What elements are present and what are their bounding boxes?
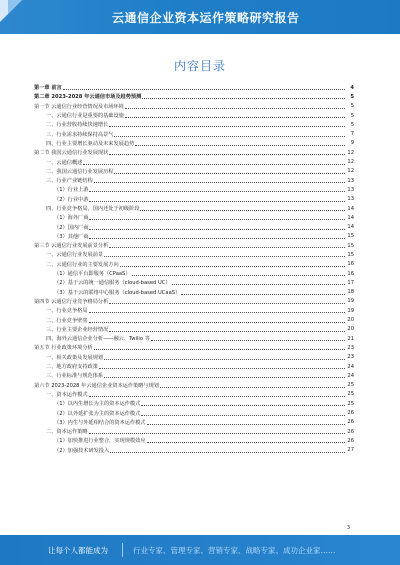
toc-entry-text: 第四节 云通信行业竞争格局分析: [34, 298, 109, 305]
toc-leader-dots: [151, 336, 345, 341]
toc-entry-page: 5: [350, 121, 354, 128]
toc-entry-page: 9: [350, 140, 354, 147]
toc-leader-dots: [89, 225, 345, 230]
toc-entry-page: 24: [347, 372, 354, 379]
report-title: 云通信企业资本运作策略研究报告: [112, 11, 300, 25]
toc-entry[interactable]: [34, 232, 354, 241]
toc-entry-text: 三、行业主要企业经营情况: [46, 326, 109, 333]
toc-heading: 内容目录: [173, 59, 226, 73]
toc-entry[interactable]: [34, 334, 354, 343]
toc-leader-dots: [83, 160, 345, 165]
toc-leader-dots: [109, 243, 345, 248]
toc-entry[interactable]: [34, 418, 354, 427]
toc-leader-dots: [141, 401, 345, 406]
toc-leader-dots: [132, 271, 345, 276]
toc-entry-page: 27: [347, 447, 354, 454]
toc-leader-dots: [104, 373, 345, 378]
toc-leader-dots: [89, 318, 345, 323]
toc-leader-dots: [104, 252, 345, 257]
toc-entry-page: 12: [347, 149, 354, 156]
toc-entry-text: 三、行业标准与规范体系: [46, 373, 104, 380]
footer-banner: [0, 535, 400, 565]
toc-entry[interactable]: [34, 381, 354, 390]
toc-entry-text: 第二章 2023-2028 年云通信市场及趋势预测: [34, 94, 142, 101]
toc-entry-text: （2）加强技术研发投入: [54, 447, 110, 454]
toc-entry-text: 四、海外云通信企业分析——融云、Twilio 等: [46, 336, 150, 343]
toc-entry-page: 13: [347, 196, 354, 203]
toc-entry-page: 15: [347, 251, 354, 258]
toc-entry-page: 5: [350, 112, 354, 119]
toc-entry[interactable]: [34, 83, 354, 92]
toc-leader-dots: [89, 215, 345, 220]
toc-entry-page: 12: [347, 168, 354, 175]
toc-entry-text: 一、资本运作模式: [46, 391, 88, 398]
toc-leader-dots: [89, 392, 345, 397]
toc-entry-page: 19: [347, 298, 354, 305]
toc-entry-text: （1）加快推进行业整合，实现规模效应: [54, 438, 146, 445]
toc-entry-page: 21: [347, 335, 354, 342]
toc-entry[interactable]: [34, 325, 354, 334]
toc-entry-page: 23: [347, 354, 354, 361]
toc-entry-text: 第六节 2023-2028 年云通信企业资本运作策略与规划: [34, 382, 159, 389]
toc-entry[interactable]: [34, 92, 354, 101]
toc-entry[interactable]: [34, 185, 354, 194]
toc-entry-page: 25: [347, 391, 354, 398]
toc-entry[interactable]: [34, 315, 354, 324]
toc-leader-dots: [140, 206, 345, 211]
toc-leader-dots: [147, 420, 346, 425]
toc-leader-dots: [89, 197, 345, 202]
toc-leader-dots: [63, 85, 345, 90]
toc-entry-page: 26: [347, 410, 354, 417]
toc-entry[interactable]: [34, 399, 354, 408]
toc-entry-page: 7: [350, 131, 354, 138]
toc-entry-page: 15: [347, 242, 354, 249]
toc-leader-dots: [89, 234, 345, 239]
toc-entry-text: （2）行业中游: [54, 196, 89, 203]
toc-entry[interactable]: [34, 111, 354, 120]
toc-leader-dots: [110, 448, 345, 453]
toc-entry-text: 二、云通信行业的主要发展方向: [46, 261, 119, 268]
toc-leader-dots: [109, 150, 345, 155]
toc-leader-dots: [141, 411, 345, 416]
toc-entry[interactable]: [34, 213, 354, 222]
toc-entry-text: 一、行业竞争格局: [46, 308, 88, 315]
toc-entry[interactable]: [34, 306, 354, 315]
toc-leader-dots: [89, 187, 345, 192]
toc-entry[interactable]: [34, 371, 354, 380]
toc-leader-dots: [94, 178, 345, 183]
toc-entry-text: （3）内生与外延相结合的资本运作模式: [54, 419, 146, 426]
toc-entry[interactable]: [34, 297, 354, 306]
toc-leader-dots: [109, 122, 345, 127]
toc-entry[interactable]: [34, 102, 354, 111]
footer-divider: [122, 543, 123, 557]
toc-leader-dots: [114, 132, 345, 137]
toc-entry[interactable]: [34, 390, 354, 399]
toc-entry-page: 23: [347, 344, 354, 351]
toc-leader-dots: [109, 299, 345, 304]
page-number: 3: [346, 525, 350, 531]
toc-leader-dots: [89, 429, 345, 434]
toc-entry[interactable]: [34, 288, 354, 297]
toc-entry-text: 二、我国云通信行业发展历程: [46, 168, 114, 175]
toc-entry[interactable]: [34, 204, 354, 213]
toc-entry-text: 三、行业产业链结构: [46, 178, 93, 185]
toc-entry-page: 17: [347, 279, 354, 286]
toc-leader-dots: [147, 438, 346, 443]
toc-entry-page: 18: [347, 289, 354, 296]
toc-entry[interactable]: [34, 176, 354, 185]
toc-entry[interactable]: [34, 241, 354, 250]
toc-entry-page: 19: [347, 307, 354, 314]
report-header: [0, 0, 400, 34]
toc-entry[interactable]: [34, 446, 354, 455]
toc-entry[interactable]: [34, 427, 354, 436]
toc-entry-page: 26: [347, 419, 354, 426]
toc-entry-page: 13: [347, 186, 354, 193]
toc-entry-text: 第一章 前言: [34, 85, 62, 92]
toc-entry-page: 20: [347, 326, 354, 333]
toc-entry-text: 第五节 行业政策环境分析: [34, 345, 93, 352]
toc-leader-dots: [142, 94, 345, 99]
toc-leader-dots: [172, 280, 345, 285]
toc-entry-page: 16: [347, 261, 354, 268]
toc-entry[interactable]: [34, 436, 354, 445]
toc-entry[interactable]: [34, 408, 354, 417]
toc-entry-text: 第一节 云通信行业经营情况及市场环境: [34, 103, 124, 110]
toc-entry-text: （3）基于云的联络中心服务（cloud-based UCaaS）: [54, 289, 181, 296]
toc-leader-dots: [120, 262, 345, 267]
toc-entry-text: （2）国内厂商: [54, 224, 89, 231]
toc-entry-page: 15: [347, 233, 354, 240]
toc-entry[interactable]: [34, 148, 354, 157]
toc-entry-page: 14: [347, 224, 354, 231]
toc-entry-text: （3）其他厂商: [54, 233, 89, 240]
toc-entry[interactable]: [34, 250, 354, 259]
toc-entry-page: 26: [347, 428, 354, 435]
toc-entry-text: （2）以外延扩张为主的资本运作模式: [54, 410, 141, 417]
toc-entry[interactable]: [34, 260, 354, 269]
toc-entry-text: （2）基于云的统一通信服务（cloud-based UC）: [54, 280, 171, 287]
toc-entry[interactable]: [34, 120, 354, 129]
toc-leader-dots: [160, 383, 345, 388]
toc-entry-text: 一、云通信概述: [46, 159, 83, 166]
toc-entry-text: （1）以内生增长为主的资本运作模式: [54, 401, 141, 408]
toc-entry[interactable]: [34, 139, 354, 148]
toc-entry[interactable]: [34, 362, 354, 371]
toc-entry[interactable]: [34, 195, 354, 204]
toc-entry-page: 16: [347, 270, 354, 277]
toc-leader-dots: [94, 345, 345, 350]
toc-entry-text: 二、行业竞争壁垒: [46, 317, 88, 324]
toc-entry-page: 4: [350, 84, 354, 91]
toc-entry-text: 二、地方政府支持政策: [46, 364, 98, 371]
toc-entry-text: 一、相关政策及发展规划: [46, 354, 104, 361]
toc-entry-page: 25: [347, 400, 354, 407]
toc-entry-text: 第三节 云通信行业发展前景分析: [34, 243, 109, 250]
toc-entry-page: 12: [347, 159, 354, 166]
toc-leader-dots: [89, 308, 345, 313]
toc-leader-dots: [135, 141, 345, 146]
toc-entry-text: 三、行业需求持续保持高景气: [46, 131, 114, 138]
toc-entry[interactable]: [34, 129, 354, 138]
toc-entry-text: 二、资本运作策略: [46, 429, 88, 436]
toc-entry[interactable]: [34, 353, 354, 362]
toc-leader-dots: [125, 104, 345, 109]
footer-slogan: 让每个人都能成为: [48, 546, 108, 555]
toc-entry-page: 5: [350, 93, 354, 100]
toc-entry[interactable]: [34, 222, 354, 231]
toc-entry-text: （1）海外厂商: [54, 215, 89, 222]
header-corner-accent: [8, 0, 22, 14]
toc-entry-text: 一、云通信行业是重要的基础设施: [46, 113, 124, 120]
toc-entry-text: 四、行业竞争格局，国内还处于初级阶段: [46, 206, 140, 212]
toc-entry-text: 二、行业营收持续快速增长: [46, 122, 109, 129]
toc-entry[interactable]: [34, 157, 354, 166]
toc-entry-text: 四、行业主要增长驱动及未来发展趋势: [46, 140, 135, 147]
toc-entry-page: 14: [347, 205, 354, 212]
toc-entry-text: 一、云通信行业发展前景: [46, 252, 104, 259]
toc-entry-text: （1）行业上游: [54, 187, 89, 194]
toc-entry-text: 第二节 我国云通信行业发展现状: [34, 150, 109, 157]
toc-entry-page: 5: [350, 103, 354, 110]
toc-entry[interactable]: [34, 278, 354, 287]
toc-entry-page: 26: [347, 437, 354, 444]
toc-entry[interactable]: [34, 167, 354, 176]
toc-entry[interactable]: [34, 343, 354, 352]
toc-entry-page: 24: [347, 363, 354, 370]
toc-leader-dots: [104, 355, 345, 360]
toc-entry[interactable]: [34, 269, 354, 278]
toc-entry-text: （1）通信平台即服务（CPaaS）: [54, 271, 131, 278]
toc-leader-dots: [99, 364, 345, 369]
toc-entry-page: 20: [347, 317, 354, 324]
table-of-contents: [34, 83, 354, 455]
toc-entry-page: 13: [347, 177, 354, 184]
toc-leader-dots: [181, 290, 345, 295]
toc-leader-dots: [114, 169, 345, 174]
toc-entry-page: 25: [347, 382, 354, 389]
toc-entry-page: 14: [347, 214, 354, 221]
toc-leader-dots: [109, 327, 345, 332]
toc-leader-dots: [125, 113, 345, 118]
footer-tags: 行业专家、管理专家、营销专家、战略专家、成功企业家……: [133, 546, 336, 555]
